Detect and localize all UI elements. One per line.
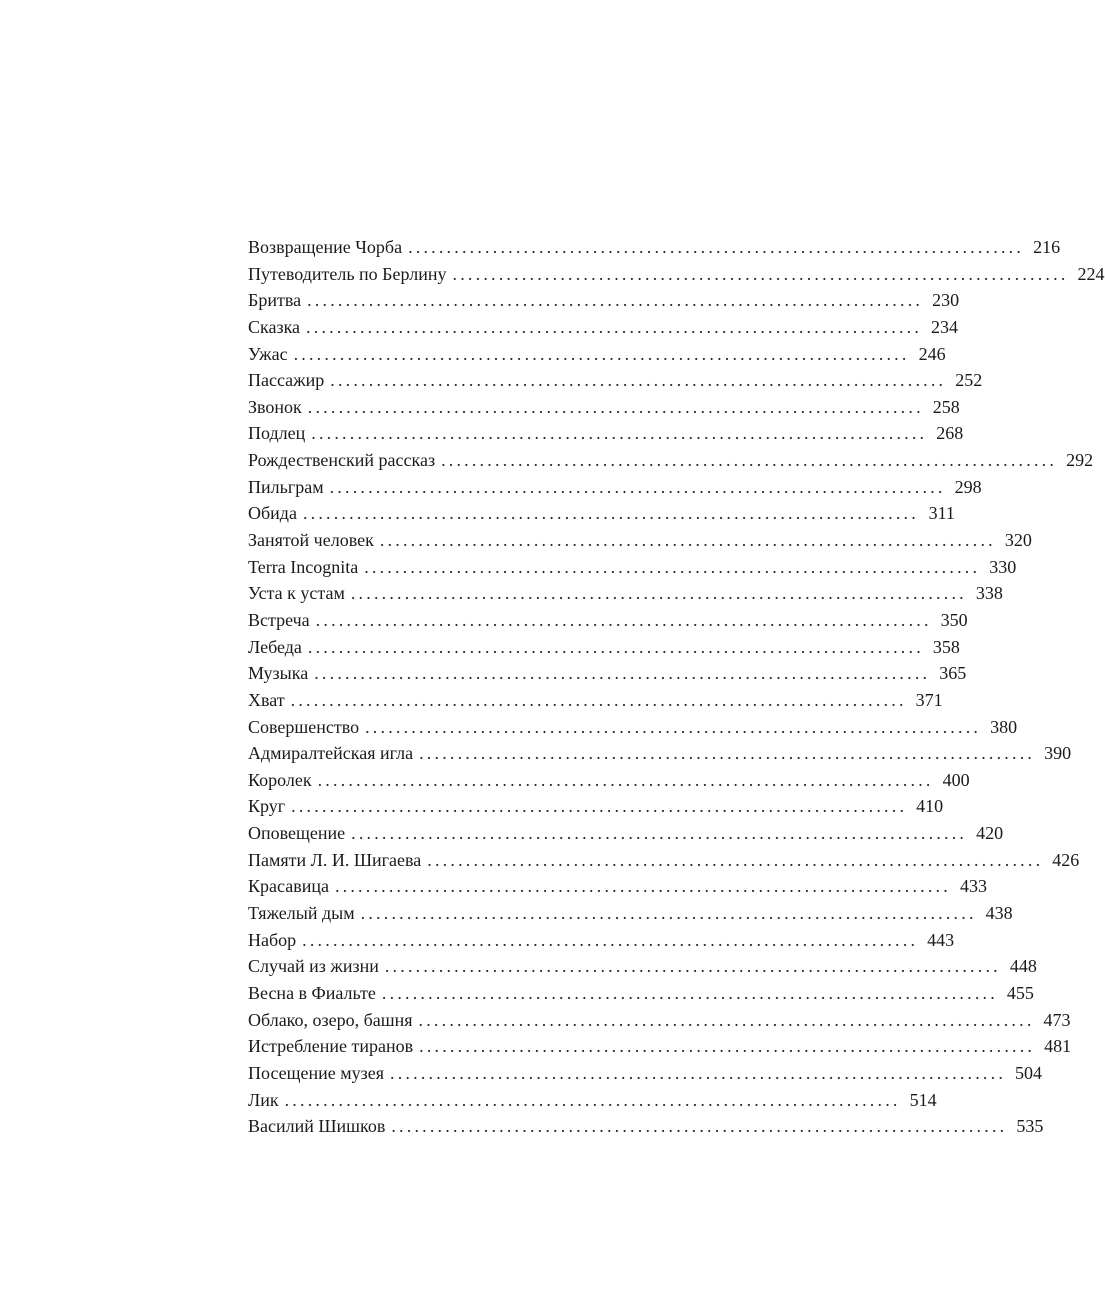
toc-entry bbox=[248, 634, 960, 661]
toc-entry-title: Памяти Л. И. Шигаева bbox=[248, 849, 422, 870]
toc-entry-page: 443 bbox=[927, 929, 955, 950]
toc-entry-page: 426 bbox=[1052, 849, 1080, 870]
toc-dot-leader: ................................................................................ bbox=[360, 903, 977, 924]
toc-dot-leader: ................................................................................ bbox=[384, 956, 1001, 977]
toc-entry-title: Пильграм bbox=[248, 476, 324, 497]
toc-entry bbox=[248, 847, 1080, 874]
toc-entry bbox=[248, 420, 964, 447]
toc-entry-title: Красавица bbox=[248, 876, 329, 897]
toc-entry-page: 438 bbox=[985, 903, 1013, 924]
toc-entry-page: 298 bbox=[954, 476, 982, 497]
toc-entry bbox=[248, 714, 1018, 741]
toc-entry-title: Занятой человек bbox=[248, 530, 374, 551]
toc-entry bbox=[248, 1087, 937, 1114]
toc-entry-title: Королек bbox=[248, 769, 312, 790]
toc-entry bbox=[248, 1113, 1044, 1140]
toc-entry-page: 365 bbox=[939, 663, 967, 684]
toc-dot-leader: ................................................................................ bbox=[427, 849, 1044, 870]
toc-dot-leader: ................................................................................ bbox=[307, 290, 924, 311]
toc-dot-leader: ................................................................................ bbox=[365, 716, 982, 737]
toc-entry-title: Путеводитель по Берлину bbox=[248, 263, 447, 284]
toc-entry-page: 390 bbox=[1044, 743, 1072, 764]
toc-entry bbox=[248, 500, 955, 527]
toc-entry-title: Тяжелый дым bbox=[248, 903, 355, 924]
toc-entry-title: Лик bbox=[248, 1089, 279, 1110]
toc-dot-leader: ................................................................................ bbox=[452, 263, 1069, 284]
toc-entry bbox=[248, 740, 1072, 767]
toc-dot-leader: ................................................................................ bbox=[291, 796, 908, 817]
toc-dot-leader: ................................................................................ bbox=[314, 663, 931, 684]
toc-entry bbox=[248, 820, 1004, 847]
toc-entry-page: 320 bbox=[1004, 530, 1032, 551]
toc-dot-leader: ................................................................................ bbox=[290, 689, 907, 710]
toc-entry-page: 311 bbox=[928, 503, 955, 524]
toc-entry-title: Подлец bbox=[248, 423, 306, 444]
toc-entry bbox=[248, 367, 983, 394]
toc-entry bbox=[248, 447, 1094, 474]
toc-entry bbox=[248, 1060, 1043, 1087]
toc-entry-title: Музыка bbox=[248, 663, 309, 684]
toc-dot-leader: ................................................................................ bbox=[307, 396, 924, 417]
toc-entry bbox=[248, 1033, 1072, 1060]
toc-entry-page: 380 bbox=[990, 716, 1018, 737]
toc-entry-page: 420 bbox=[976, 823, 1004, 844]
toc-entry-page: 246 bbox=[918, 343, 946, 364]
toc-entry bbox=[248, 953, 1037, 980]
toc-dot-leader: ................................................................................ bbox=[315, 609, 932, 630]
toc-entry-title: Посещение музея bbox=[248, 1062, 385, 1083]
toc-entry-page: 268 bbox=[936, 423, 964, 444]
toc-entry-title: Хват bbox=[248, 689, 285, 710]
toc-entry-title: Облако, озеро, башня bbox=[248, 1009, 413, 1030]
toc-entry-page: 338 bbox=[975, 583, 1003, 604]
toc-dot-leader: ................................................................................ bbox=[329, 476, 946, 497]
toc-entry-title: Адмиралтейская игла bbox=[248, 743, 414, 764]
toc-entry-page: 230 bbox=[932, 290, 960, 311]
table-of-contents bbox=[248, 234, 1105, 1140]
toc-entry-title: Истребление тиранов bbox=[248, 1036, 414, 1057]
toc-dot-leader: ................................................................................ bbox=[302, 929, 919, 950]
toc-entry bbox=[248, 287, 960, 314]
toc-entry-page: 473 bbox=[1043, 1009, 1071, 1030]
toc-entry bbox=[248, 607, 968, 634]
toc-entry-title: Сказка bbox=[248, 316, 301, 337]
toc-dot-leader: ................................................................................ bbox=[306, 316, 923, 337]
toc-entry bbox=[248, 314, 959, 341]
toc-dot-leader: ................................................................................ bbox=[351, 823, 968, 844]
toc-entry bbox=[248, 234, 1061, 261]
toc-entry bbox=[248, 873, 987, 900]
toc-entry-page: 252 bbox=[955, 370, 983, 391]
toc-dot-leader: ................................................................................ bbox=[379, 530, 996, 551]
toc-entry-title: Василий Шишков bbox=[248, 1116, 386, 1137]
toc-entry-page: 358 bbox=[932, 636, 960, 657]
toc-dot-leader: ................................................................................ bbox=[408, 237, 1025, 257]
toc-entry-title: Лебеда bbox=[248, 636, 302, 657]
toc-dot-leader: ................................................................................ bbox=[419, 1036, 1036, 1057]
toc-entry-page: 410 bbox=[916, 796, 944, 817]
toc-entry-title: Terra Incognita bbox=[248, 556, 359, 577]
toc-entry bbox=[248, 927, 955, 954]
toc-entry-title: Звонок bbox=[248, 396, 302, 417]
toc-entry-page: 535 bbox=[1016, 1116, 1044, 1137]
toc-entry-title: Встреча bbox=[248, 609, 310, 630]
toc-entry-title: Бритва bbox=[248, 290, 302, 311]
toc-entry-page: 258 bbox=[932, 396, 960, 417]
toc-entry-page: 292 bbox=[1066, 450, 1094, 471]
toc-entry-title: Обида bbox=[248, 503, 297, 524]
toc-dot-leader: ................................................................................ bbox=[350, 583, 967, 604]
toc-entry bbox=[248, 580, 1003, 607]
toc-entry-title: Круг bbox=[248, 796, 286, 817]
toc-entry-title: Набор bbox=[248, 929, 297, 950]
toc-entry-page: 371 bbox=[915, 689, 943, 710]
toc-entry bbox=[248, 394, 960, 421]
toc-dot-leader: ................................................................................ bbox=[334, 876, 951, 897]
toc-dot-leader: ................................................................................ bbox=[391, 1116, 1008, 1137]
toc-entry-page: 433 bbox=[959, 876, 987, 897]
toc-dot-leader: ................................................................................ bbox=[311, 423, 928, 444]
toc-entry-page: 216 bbox=[1033, 237, 1061, 257]
toc-dot-leader: ................................................................................ bbox=[293, 343, 910, 364]
toc-entry-title: Рождественский рассказ bbox=[248, 450, 436, 471]
toc-entry-page: 504 bbox=[1015, 1062, 1043, 1083]
toc-dot-leader: ................................................................................ bbox=[302, 503, 919, 524]
toc-dot-leader: ................................................................................ bbox=[418, 1009, 1035, 1030]
toc-entry bbox=[248, 793, 944, 820]
toc-entry-title: Пассажир bbox=[248, 370, 325, 391]
toc-entry-page: 448 bbox=[1009, 956, 1037, 977]
toc-entry-title: Совершенство bbox=[248, 716, 360, 737]
toc-dot-leader: ................................................................................ bbox=[381, 982, 998, 1003]
toc-entry-title: Весна в Фиальте bbox=[248, 982, 376, 1003]
toc-entry-page: 481 bbox=[1044, 1036, 1072, 1057]
toc-entry-page: 455 bbox=[1006, 982, 1034, 1003]
toc-entry-page: 400 bbox=[942, 769, 970, 790]
toc-entry bbox=[248, 660, 967, 687]
toc-entry-title: Уста к устам bbox=[248, 583, 345, 604]
toc-entry-page: 350 bbox=[940, 609, 968, 630]
toc-entry bbox=[248, 527, 1032, 554]
toc-dot-leader: ................................................................................ bbox=[307, 636, 924, 657]
toc-entry-page: 514 bbox=[909, 1089, 937, 1110]
toc-dot-leader: ................................................................................ bbox=[364, 556, 981, 577]
toc-dot-leader: ................................................................................ bbox=[419, 743, 1036, 764]
toc-entry bbox=[248, 474, 982, 501]
toc-entry-page: 330 bbox=[989, 556, 1017, 577]
toc-dot-leader: ................................................................................ bbox=[390, 1062, 1007, 1083]
toc-entry bbox=[248, 341, 946, 368]
toc-dot-leader: ................................................................................ bbox=[317, 769, 934, 790]
toc-entry-title: Ужас bbox=[248, 343, 288, 364]
toc-entry-title: Возвращение Чорба bbox=[248, 237, 403, 257]
toc-entry-title: Случай из жизни bbox=[248, 956, 379, 977]
toc-dot-leader: ................................................................................ bbox=[284, 1089, 901, 1110]
toc-entry-page: 234 bbox=[931, 316, 959, 337]
toc-entry bbox=[248, 554, 1017, 581]
toc-entry bbox=[248, 261, 1105, 288]
toc-dot-leader: ................................................................................ bbox=[441, 450, 1058, 471]
toc-dot-leader: ................................................................................ bbox=[330, 370, 947, 391]
toc-entry-page: 224 bbox=[1077, 263, 1105, 284]
toc-entry bbox=[248, 980, 1034, 1007]
toc-entry-title: Оповещение bbox=[248, 823, 346, 844]
toc-entry bbox=[248, 767, 970, 794]
toc-entry bbox=[248, 687, 943, 714]
toc-entry bbox=[248, 900, 1013, 927]
toc-entry bbox=[248, 1007, 1071, 1034]
